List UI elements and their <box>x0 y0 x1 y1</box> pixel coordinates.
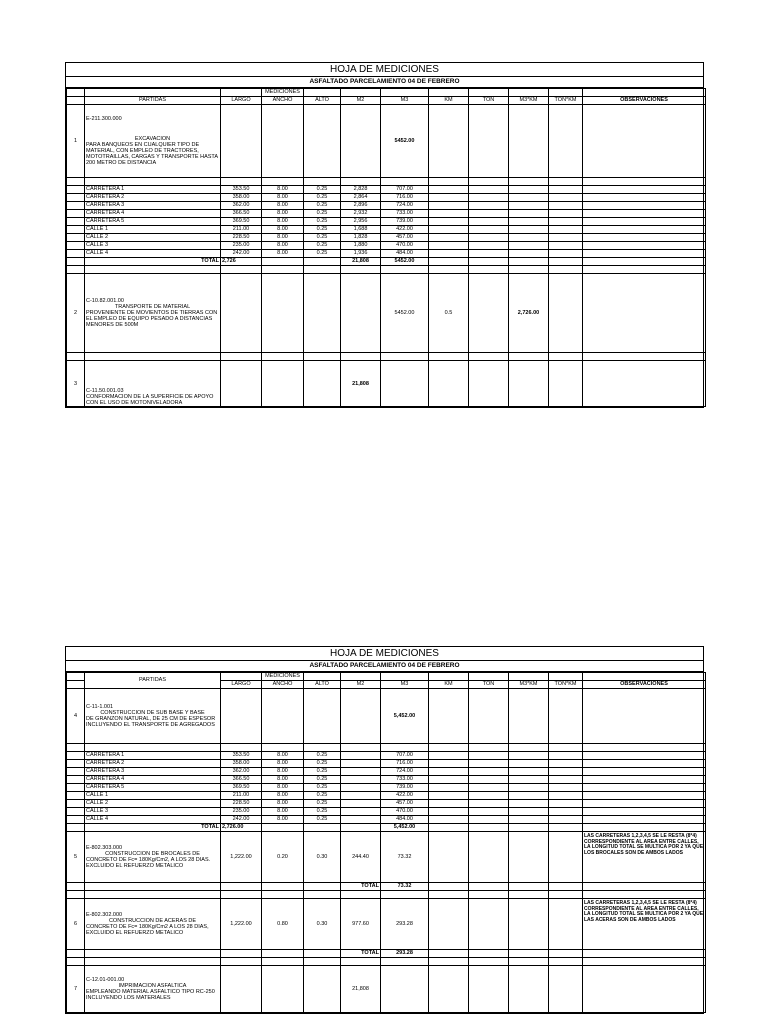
measurement-sheet-2 <box>65 646 704 1014</box>
cell-alto: 0.25 <box>304 760 341 768</box>
cell-largo: 358.00 <box>221 194 262 202</box>
cell-ancho: 8.00 <box>262 760 304 768</box>
header-tonkm: TON*KM <box>549 97 583 105</box>
cell-largo: 362.00 <box>221 768 262 776</box>
item-largo: 1,222.00 <box>221 832 262 883</box>
item-desc-title: CONSTRUCCION DE BROCALES DE <box>105 851 200 857</box>
item-number: 5 <box>67 832 85 883</box>
item-largo: 1,222.00 <box>221 899 262 950</box>
table-row <box>67 760 706 768</box>
cell-m2: 2,828 <box>341 186 381 194</box>
item-ancho: 0.80 <box>262 899 304 950</box>
cell-largo: 228.50 <box>221 234 262 242</box>
cell-name: CARRETERA 1 <box>85 752 221 760</box>
total-label: TOTAL <box>341 883 381 891</box>
cell-m3: 739.00 <box>381 784 429 792</box>
item-desc-text: PROVENIENTE DE MOVIENTOS DE TIERRAS CON EL EMPLEO DE EQUIPO PESADO A DISTANCIAS MENORES DE 500M <box>86 310 218 328</box>
cell-ancho: 8.00 <box>262 242 304 250</box>
cell-alto: 0.25 <box>304 202 341 210</box>
cell-m2: 2,932 <box>341 210 381 218</box>
item-code: E-802.302.000 <box>86 912 123 918</box>
cell-m2: 2,896 <box>341 202 381 210</box>
cell-m3: 724.00 <box>381 768 429 776</box>
cell-alto: 0.25 <box>304 752 341 760</box>
cell-name: CARRETERA 1 <box>85 186 221 194</box>
total-row <box>67 258 706 266</box>
item-m2: 977.60 <box>341 899 381 950</box>
table-row <box>67 800 706 808</box>
cell-name: CALLE 2 <box>85 234 221 242</box>
table-row <box>67 218 706 226</box>
cell-m2: 2,956 <box>341 218 381 226</box>
table-row <box>67 792 706 800</box>
item-observation: LAS CARRETERAS 1,2,3,4,5 SE LE RESTA (8*4) CORRESPONDIENTE AL AREA ENTRE CALLES, LA LONGITUD TOTAL SE MULTICA POR 2 YA QUE LAS ACERAS SON DE AMBOS LADOS <box>583 899 706 950</box>
table-row <box>67 234 706 242</box>
header-ancho: ANCHO <box>262 97 304 105</box>
cell-ancho: 8.00 <box>262 768 304 776</box>
header-km: KM <box>429 97 469 105</box>
item-m3: 293.28 <box>381 899 429 950</box>
cell-ancho: 8.00 <box>262 792 304 800</box>
item-number: 4 <box>67 689 85 744</box>
cell-ancho: 8.00 <box>262 800 304 808</box>
measurement-table-2 <box>66 672 706 1013</box>
item-number: 7 <box>67 966 85 1013</box>
item-description <box>85 689 221 744</box>
item-m2: 244.40 <box>341 832 381 883</box>
cell-m3: 422.00 <box>381 792 429 800</box>
cell-ancho: 8.00 <box>262 250 304 258</box>
item-desc-text: PARA BANQUEOS EN CUALQUIER TIPO DE MATERIAL, CON EMPLEO DE TRACTORES, MOTOTRAILLAS, CARGAS Y TRANSPORTE HASTA 200 METRO DE DISTANCIA <box>86 142 218 166</box>
header-km: KM <box>429 681 469 689</box>
cell-m3: 422.00 <box>381 226 429 234</box>
item-code: C-12.01-001.00 <box>86 977 125 983</box>
item-code: C-10.82.001.00 <box>86 298 124 304</box>
cell-largo: 211.00 <box>221 226 262 234</box>
item-m3km: 2,726.00 <box>509 274 549 353</box>
table-row <box>67 784 706 792</box>
cell-ancho: 8.00 <box>262 776 304 784</box>
sheet-subtitle: ASFALTADO PARCELAMIENTO 04 DE FEBRERO <box>66 77 703 88</box>
cell-ancho: 8.00 <box>262 226 304 234</box>
header-mediciones: MEDICIONES <box>262 673 304 681</box>
item-m3: 73.32 <box>381 832 429 883</box>
header-ton: TON <box>469 97 509 105</box>
cell-name: CALLE 3 <box>85 242 221 250</box>
cell-m2: 1,828 <box>341 234 381 242</box>
header-m2: M2 <box>341 681 381 689</box>
cell-m3: 470.00 <box>381 242 429 250</box>
cell-name: CARRETERA 3 <box>85 202 221 210</box>
cell-largo: 235.00 <box>221 242 262 250</box>
item-row-6 <box>67 899 706 950</box>
header-m3km: M3*KM <box>509 681 549 689</box>
item-description <box>85 361 221 407</box>
header-alto: ALTO <box>304 681 341 689</box>
cell-ancho: 8.00 <box>262 816 304 824</box>
header-largo: LARGO <box>221 681 262 689</box>
cell-m3: 457.00 <box>381 800 429 808</box>
cell-name: CALLE 2 <box>85 800 221 808</box>
item-description <box>85 966 221 1013</box>
cell-alto: 0.25 <box>304 816 341 824</box>
cell-alto: 0.25 <box>304 242 341 250</box>
table-row <box>67 776 706 784</box>
table-row <box>67 752 706 760</box>
table-row <box>67 808 706 816</box>
cell-name: CARRETERA 5 <box>85 218 221 226</box>
cell-m3: 484.00 <box>381 250 429 258</box>
header-ancho: ANCHO <box>262 681 304 689</box>
cell-ancho: 8.00 <box>262 752 304 760</box>
cell-ancho: 8.00 <box>262 194 304 202</box>
cell-alto: 0.25 <box>304 194 341 202</box>
cell-m3: 716.00 <box>381 760 429 768</box>
cell-name: CARRETERA 3 <box>85 768 221 776</box>
total-largo: 2,726.00 <box>221 824 262 832</box>
cell-name: CARRETERA 2 <box>85 194 221 202</box>
cell-alto: 0.25 <box>304 808 341 816</box>
measurement-table-1 <box>66 88 706 407</box>
total-m3: 73.32 <box>381 883 429 891</box>
cell-alto: 0.25 <box>304 234 341 242</box>
cell-m3: 470.00 <box>381 808 429 816</box>
header-mediciones: MEDICIONES <box>262 89 304 97</box>
item-desc-text: DE GRANZON NATURAL, DE 25 CM DE ESPESOR INCLUYENDO EL TRANSPORTE DE AGREGADOS <box>86 716 216 728</box>
table-row <box>67 210 706 218</box>
header-largo: LARGO <box>221 97 262 105</box>
cell-name: CALLE 3 <box>85 808 221 816</box>
cell-alto: 0.25 <box>304 226 341 234</box>
cell-largo: 211.00 <box>221 792 262 800</box>
header-ton: TON <box>469 681 509 689</box>
cell-largo: 369.50 <box>221 784 262 792</box>
cell-alto: 0.25 <box>304 250 341 258</box>
cell-m3: 739.00 <box>381 218 429 226</box>
cell-largo: 242.00 <box>221 816 262 824</box>
total-m2: 21,808 <box>341 258 381 266</box>
item-desc-title: IMPRIMACION ASFALTICA <box>118 983 187 989</box>
cell-name: CARRETERA 4 <box>85 210 221 218</box>
cell-ancho: 8.00 <box>262 202 304 210</box>
header-partidas: PARTIDAS <box>85 673 221 689</box>
sheet-title: HOJA DE MEDICIONES <box>66 63 703 77</box>
total-row <box>67 824 706 832</box>
table-row <box>67 202 706 210</box>
cell-largo: 362.00 <box>221 202 262 210</box>
cell-m3: 724.00 <box>381 202 429 210</box>
cell-largo: 242.00 <box>221 250 262 258</box>
item-row-4 <box>67 689 706 744</box>
table-row <box>67 194 706 202</box>
item-desc-title: CONSTRUCCION DE ACERAS DE <box>108 918 197 924</box>
cell-ancho: 8.00 <box>262 218 304 226</box>
cell-ancho: 8.00 <box>262 186 304 194</box>
item-desc-text: CONFORMACION DE LA SUPERFICIE DE APOYO CON EL USO DE MOTONIVELADORA <box>86 394 214 406</box>
cell-m3: 733.00 <box>381 776 429 784</box>
item-desc-text: CONCRETO DE Fc= 180Kg/Cm2, A LOS 28 DIAS. EXCLUIDO EL REFUERZO METALICO <box>86 857 211 869</box>
item-m3: 5452.00 <box>381 105 429 178</box>
cell-name: CALLE 4 <box>85 250 221 258</box>
item-ancho: 0.20 <box>262 832 304 883</box>
total-m3: 293.28 <box>381 950 429 958</box>
item-number: 6 <box>67 899 85 950</box>
cell-alto: 0.25 <box>304 792 341 800</box>
cell-name: CALLE 4 <box>85 816 221 824</box>
cell-largo: 235.00 <box>221 808 262 816</box>
table-row <box>67 250 706 258</box>
item-code: E-802.303.000 <box>86 845 123 851</box>
cell-m3: 707.00 <box>381 752 429 760</box>
total-label: TOTAL <box>85 258 221 266</box>
item-code: E-211.300.000 <box>86 116 122 122</box>
item-m3: 5452.00 <box>381 274 429 353</box>
item-row-1 <box>67 105 706 178</box>
header-m3km: M3*KM <box>509 97 549 105</box>
cell-m3: 707.00 <box>381 186 429 194</box>
total-m3: 5,452.00 <box>381 824 429 832</box>
table-row <box>67 186 706 194</box>
item-desc-text: CONCRETO DE Fc= 180Kg/Cm2 A LOS 28 DIAS, EXCLUIDO EL REFUERZO METALICO <box>86 924 209 936</box>
cell-m3: 484.00 <box>381 816 429 824</box>
total-row <box>67 950 706 958</box>
cell-largo: 366.50 <box>221 776 262 784</box>
cell-m2: 1,688 <box>341 226 381 234</box>
item-description <box>85 899 221 950</box>
header-observaciones: OBSERVACIONES <box>583 97 706 105</box>
item-code: C-11.50.001.03 <box>86 388 124 394</box>
sheet-subtitle: ASFALTADO PARCELAMIENTO 04 DE FEBRERO <box>66 661 703 672</box>
cell-name: CARRETERA 2 <box>85 760 221 768</box>
cell-alto: 0.25 <box>304 800 341 808</box>
total-m3: 5452.00 <box>381 258 429 266</box>
item-description <box>85 274 221 353</box>
header-m3: M3 <box>381 681 429 689</box>
cell-largo: 353.50 <box>221 752 262 760</box>
total-label: TOTAL <box>341 950 381 958</box>
item-number: 3 <box>67 361 85 407</box>
item-alto: 0.30 <box>304 899 341 950</box>
header-alto: ALTO <box>304 97 341 105</box>
measurement-sheet-1 <box>65 62 704 408</box>
header-partidas: PARTIDAS <box>85 97 221 105</box>
cell-name: CALLE 1 <box>85 792 221 800</box>
cell-ancho: 8.00 <box>262 210 304 218</box>
table-row <box>67 226 706 234</box>
cell-m3: 716.00 <box>381 194 429 202</box>
total-row <box>67 883 706 891</box>
sheet-title: HOJA DE MEDICIONES <box>66 647 703 661</box>
cell-ancho: 8.00 <box>262 234 304 242</box>
cell-largo: 353.50 <box>221 186 262 194</box>
cell-largo: 228.50 <box>221 800 262 808</box>
item-code: C-11-1.001 <box>86 704 114 710</box>
cell-m3: 733.00 <box>381 210 429 218</box>
item-description <box>85 105 221 178</box>
cell-alto: 0.25 <box>304 768 341 776</box>
cell-name: CALLE 1 <box>85 226 221 234</box>
item-row-3 <box>67 361 706 407</box>
cell-m2: 1,936 <box>341 250 381 258</box>
cell-alto: 0.25 <box>304 784 341 792</box>
item-m3: 5,452.00 <box>381 689 429 744</box>
cell-alto: 0.25 <box>304 218 341 226</box>
cell-alto: 0.25 <box>304 186 341 194</box>
table-row <box>67 816 706 824</box>
header-m2: M2 <box>341 97 381 105</box>
header-observaciones: OBSERVACIONES <box>583 681 706 689</box>
item-m2: 21,808 <box>341 361 381 407</box>
item-desc-text: EMPLEANDO MATERIAL ASFALTICO TIPO RC-250 INCLUYENDO LOS MATERIALES <box>86 989 215 1001</box>
item-number: 2 <box>67 274 85 353</box>
cell-name: CARRETERA 5 <box>85 784 221 792</box>
item-m2: 21,808 <box>341 966 381 1013</box>
item-description <box>85 832 221 883</box>
total-label: TOTAL <box>85 824 221 832</box>
item-row-2 <box>67 274 706 353</box>
cell-ancho: 8.00 <box>262 784 304 792</box>
item-km: 0.5 <box>429 274 469 353</box>
table-row <box>67 768 706 776</box>
item-row-7 <box>67 966 706 1013</box>
table-row <box>67 242 706 250</box>
cell-name: CARRETERA 4 <box>85 776 221 784</box>
header-tonkm: TON*KM <box>549 681 583 689</box>
total-largo: 2,726 <box>221 258 262 266</box>
cell-largo: 358.00 <box>221 760 262 768</box>
cell-alto: 0.25 <box>304 210 341 218</box>
cell-largo: 366.50 <box>221 210 262 218</box>
cell-m2: 2,864 <box>341 194 381 202</box>
item-desc-title: CONSTRUCCION DE SUB BASE Y BASE <box>100 710 205 716</box>
cell-m3: 457.00 <box>381 234 429 242</box>
item-row-5 <box>67 832 706 883</box>
header-m3: M3 <box>381 97 429 105</box>
item-desc-title: TRANSPORTE DE MATERIAL <box>114 304 191 310</box>
cell-m2: 1,880 <box>341 242 381 250</box>
item-desc-title: EXCAVACION <box>134 136 171 142</box>
cell-ancho: 8.00 <box>262 808 304 816</box>
cell-alto: 0.25 <box>304 776 341 784</box>
item-number: 1 <box>67 105 85 178</box>
item-alto: 0.30 <box>304 832 341 883</box>
cell-largo: 369.50 <box>221 218 262 226</box>
item-observation: LAS CARRETERAS 1,2,3,4,5 SE LE RESTA (8*4) CORRESPONDIENTE AL AREA ENTRE CALLES, LA LONGITUD TOTAL SE MULTICA POR 2 YA QUE LOS BROCALES SON DE AMBOS LADOS <box>583 832 706 883</box>
